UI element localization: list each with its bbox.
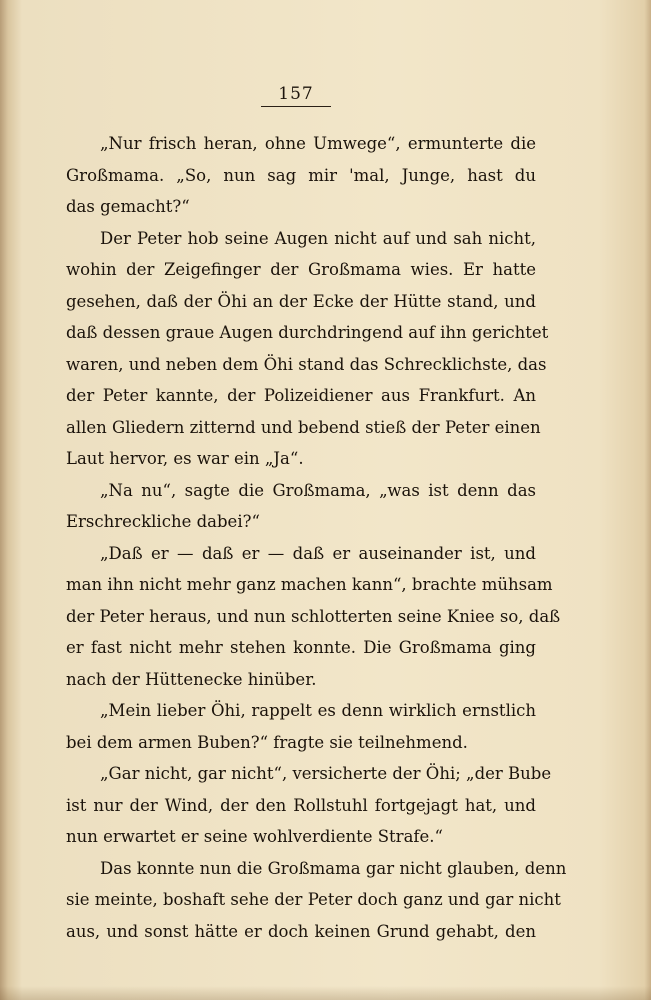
text-line: Erschreckliche dabei?“ (66, 512, 260, 531)
text-line: Großmama. „So, nun sag mir 'mal, Junge, hast du (66, 165, 536, 185)
page-number: 157 (278, 84, 314, 104)
page-number-rule (261, 106, 331, 107)
text-line: Laut hervor, es war ein „Ja“. (66, 449, 304, 468)
text-line: der Peter heraus, und nun schlotterten seine Kniee so, daß (66, 606, 561, 626)
text-line: „Na nu“, sagte die Großmama, „was ist denn das (100, 480, 536, 500)
text-line: „Daß er — daß er — daß er auseinander ist, und (100, 543, 536, 563)
text-line: gesehen, daß der Öhi an der Ecke der Hütte stand, und (66, 291, 536, 311)
text-line: aus, und sonst hätte er doch keinen Grund gehabt, den (66, 921, 536, 941)
text-line: „Gar nicht, gar nicht“, versicherte der Öhi; „der Bube (100, 764, 552, 783)
text-line: waren, und neben dem Öhi stand das Schrecklichste, das (66, 354, 547, 374)
text-line: ist nur der Wind, der den Rollstuhl fortgejagt hat, und (66, 795, 536, 815)
text-line: wohin der Zeigefinger der Großmama wies. Er hatte (66, 260, 536, 279)
text-line: man ihn nicht mehr ganz machen kann“, brachte mühsam (66, 575, 553, 594)
page-edge-shadow (0, 986, 651, 1000)
text-line: daß dessen graue Augen durchdringend auf ihn gerichtet (66, 323, 549, 342)
text-line: sie meinte, boshaft sehe der Peter doch ganz und gar nicht (66, 890, 561, 909)
text-line: „Mein lieber Öhi, rappelt es denn wirklich ernstlich (100, 701, 536, 720)
text-line: nun erwartet er seine wohlverdiente Strafe.“ (66, 827, 443, 846)
text-line: der Peter kannte, der Polizeidiener aus Frankfurt. An (66, 386, 536, 405)
text-line: Der Peter hob seine Augen nicht auf und sah nicht, (100, 228, 536, 248)
text-line: das gemacht?“ (66, 197, 190, 216)
text-line: Das konnte nun die Großmama gar nicht glauben, denn (100, 858, 567, 878)
text-line: allen Gliedern zitternd und bebend stieß der Peter einen (66, 417, 541, 437)
text-line: bei dem armen Buben?“ fragte sie teilnehmend. (66, 732, 468, 752)
text-line: er fast nicht mehr stehen konnte. Die Großmama ging (66, 638, 536, 657)
body-text (66, 128, 567, 947)
text-line: nach der Hüttenecke hinüber. (66, 669, 317, 689)
text-line: „Nur frisch heran, ohne Umwege“, ermunterte die (100, 134, 536, 153)
